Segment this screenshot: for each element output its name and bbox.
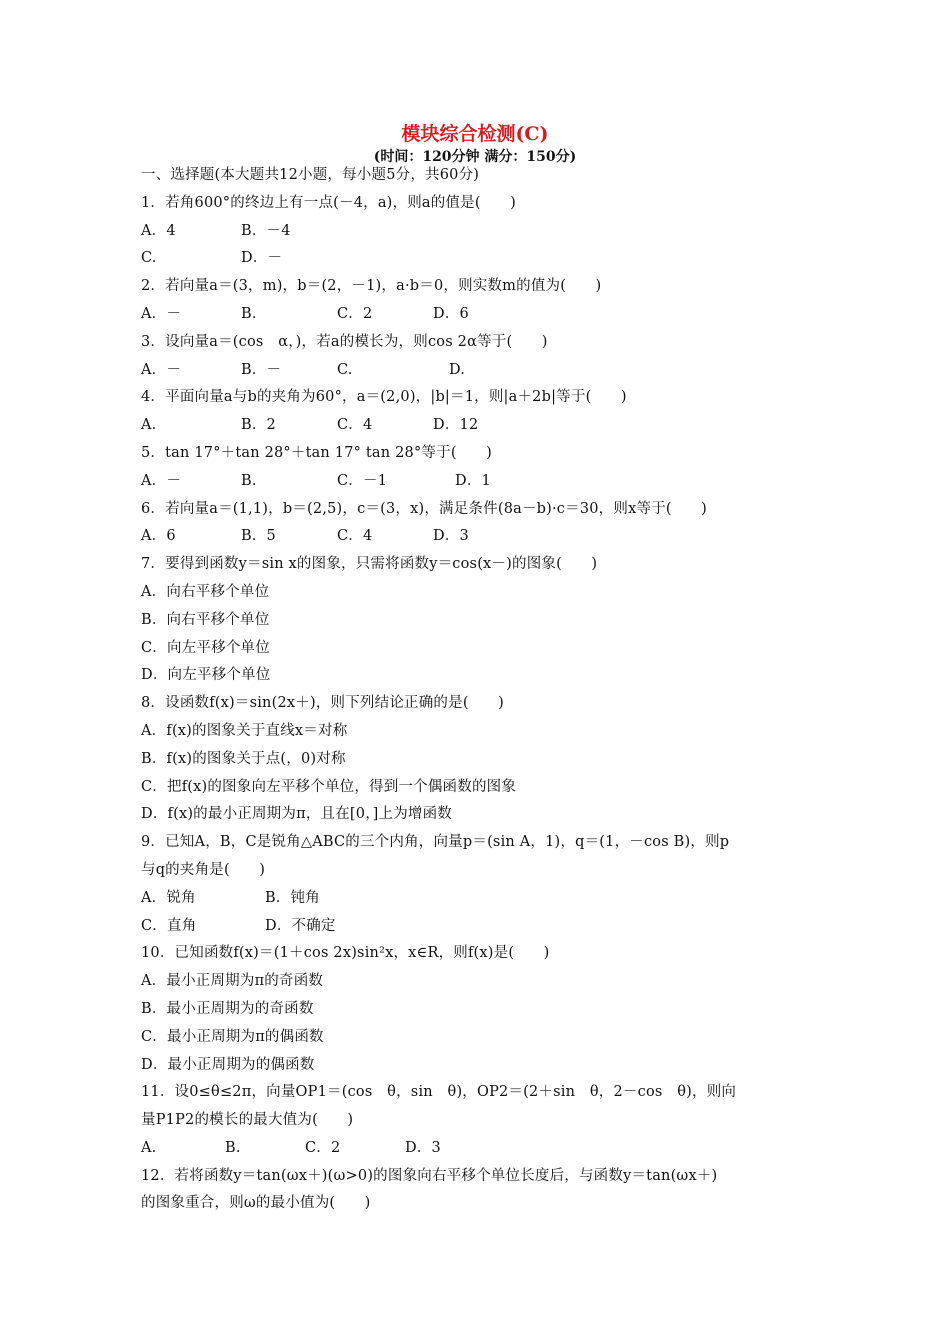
option-d: D．最小正周期为的偶函数	[141, 1056, 315, 1073]
question-12-stem: 12．若将函数y＝tan(ωx＋)(ω>0)的图象向右平移个单位长度后，与函数y＝tan(ωx＋)	[141, 1167, 718, 1184]
question-8-stem: 8．设函数f(x)＝sin(2x＋)，则下列结论正确的是( )	[141, 695, 504, 712]
option-a: A.	[141, 417, 157, 434]
question-1-options-cd	[141, 245, 807, 273]
option-a: A．－	[141, 472, 182, 489]
question-2-options	[141, 301, 807, 329]
question-4-options	[141, 412, 807, 440]
question-5-options	[141, 468, 807, 496]
option-c: C．最小正周期为π的偶函数	[141, 1028, 324, 1045]
option-d: D．6	[433, 305, 469, 322]
option-c: C．－1	[337, 472, 388, 489]
question-7-stem: 7．要得到函数y＝sin x的图象，只需将函数y＝cos(x－)的图象( )	[141, 556, 598, 573]
option-c: C．直角	[141, 917, 197, 934]
question-9-stem: 9．已知A，B，C是锐角△ABC的三个内角，向量p＝(sin A，1)，q＝(1，－cos B)，则p	[141, 834, 730, 851]
question-1-stem: 1．若角600°的终边上有一点(－4，a)，则a的值是( )	[141, 194, 516, 211]
question-1-options-ab	[141, 218, 807, 246]
option-b: B．2	[241, 417, 276, 434]
option-b: B．－4	[241, 222, 291, 239]
question-4-stem: 4．平面向量a与b的夹角为60°，a＝(2,0)，|b|＝1，则|a＋2b|等于( )	[141, 389, 627, 406]
option-c: C．向左平移个单位	[141, 639, 270, 656]
option-c: C．2	[305, 1139, 341, 1156]
option-b: B．5	[241, 528, 276, 545]
option-a: A.	[141, 1139, 157, 1156]
question-9-stem-continued: 与q的夹角是( )	[141, 861, 266, 878]
option-d: D．－	[241, 250, 283, 267]
option-c: C．4	[337, 528, 373, 545]
option-c: C.	[141, 250, 157, 267]
option-b: B.	[225, 1139, 241, 1156]
option-d: D．3	[433, 528, 469, 545]
section-heading: 一、选择题(本大题共12小题，每小题5分，共60分)	[141, 167, 480, 183]
question-9-options-ab	[141, 885, 807, 913]
option-d: D．不确定	[265, 917, 336, 934]
question-3-options	[141, 357, 807, 385]
option-c: C．4	[337, 417, 373, 434]
question-6-stem: 6．若向量a＝(1,1)，b＝(2,5)，c＝(3，x)，满足条件(8a－b)·c＝30，则x等于( )	[141, 500, 707, 517]
option-a: A．f(x)的图象关于直线x＝对称	[141, 722, 348, 739]
option-d: D．3	[405, 1139, 441, 1156]
option-c: C.	[337, 361, 353, 378]
option-a: A．4	[141, 222, 176, 239]
option-b: B．－	[241, 361, 282, 378]
option-d: D．f(x)的最小正周期为π，且在[0，]上为增函数	[141, 806, 453, 823]
option-d: D．1	[455, 472, 491, 489]
option-d: D.	[449, 361, 466, 378]
option-b: B．最小正周期为的奇函数	[141, 1000, 314, 1017]
question-12-stem-continued: 的图象重合，则ω的最小值为( )	[141, 1195, 371, 1212]
option-c: C．把f(x)的图象向左平移个单位，得到一个偶函数的图象	[141, 778, 517, 795]
option-a: A．－	[141, 305, 182, 322]
question-10-stem: 10．已知函数f(x)＝(1＋cos 2x)sin²x，x∈R，则f(x)是( )	[141, 945, 550, 962]
option-b: B．向右平移个单位	[141, 611, 270, 628]
option-b: B．钝角	[265, 889, 320, 906]
option-d: D．12	[433, 417, 479, 434]
question-2-stem: 2．若向量a＝(3，m)，b＝(2，－1)，a·b＝0，则实数m的值为( )	[141, 278, 602, 295]
page-title: 模块综合检测(C)	[401, 123, 549, 145]
option-b: B.	[241, 472, 257, 489]
question-5-stem: 5．tan 17°＋tan 28°＋tan 17° tan 28°等于( )	[141, 444, 492, 461]
exam-info: (时间：120分钟 满分：150分)	[373, 149, 577, 165]
question-9-options-cd	[141, 913, 807, 941]
option-a: A．锐角	[141, 889, 196, 906]
option-b: B.	[241, 305, 257, 322]
option-c: C．2	[337, 305, 373, 322]
option-a: A．最小正周期为π的奇函数	[141, 973, 324, 990]
question-3-stem: 3．设向量a＝(cos α，)，若a的模长为，则cos 2α等于( )	[141, 333, 548, 350]
option-a: A．6	[141, 528, 176, 545]
question-6-options	[141, 523, 807, 551]
option-b: B．f(x)的图象关于点(，0)对称	[141, 750, 346, 767]
option-d: D．向左平移个单位	[141, 667, 271, 684]
question-list	[141, 162, 807, 1218]
question-11-stem-continued: 量P1P2的模长的最大值为( )	[141, 1112, 354, 1129]
option-a: A．向右平移个单位	[141, 583, 270, 600]
question-11-stem: 11．设0≤θ≤2π，向量OP1＝(cos θ，sin θ)，OP2＝(2＋sin θ，2－cos θ)，则向	[141, 1084, 737, 1101]
option-a: A．－	[141, 361, 182, 378]
question-11-options	[141, 1135, 807, 1163]
